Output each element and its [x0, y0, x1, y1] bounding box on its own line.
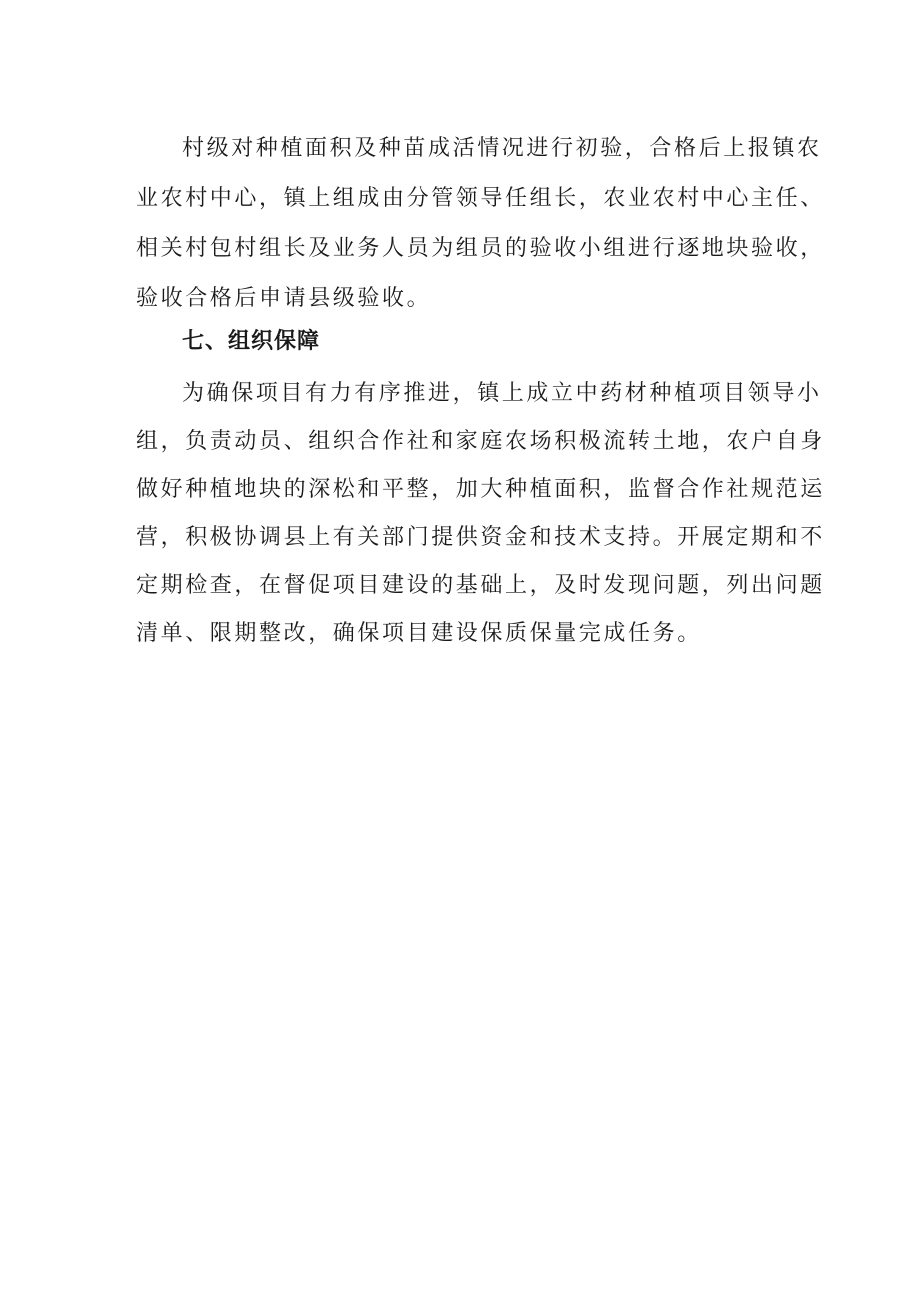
- paragraph-1-line-1: 村级对种植面积及种苗成活情况进行初验，合格后上报镇农: [182, 136, 822, 161]
- paragraph-1-line-2: 业农村中心，镇上组成由分管领导任组长，农业农村中心主任、: [136, 186, 825, 211]
- paragraph-2-line-3: 做好种植地块的深松和平整，加大种植面积，监督合作社规范运: [136, 477, 825, 502]
- paragraph-1-line-3: 相关村包村组长及业务人员为组员的验收小组进行逐地块验收，: [136, 236, 825, 261]
- paragraph-2-line-4: 营，积极协调县上有关部门提供资金和技术支持。开展定期和不: [136, 525, 825, 550]
- section-heading: 七、组织保障: [182, 329, 321, 354]
- paragraph-2-line-1: 为确保项目有力有序推进，镇上成立中药材种植项目领导小: [182, 381, 822, 406]
- paragraph-2-line-6: 清单、限期整改，确保项目建设保质保量完成任务。: [136, 621, 702, 646]
- paragraph-2-line-2: 组，负责动员、组织合作社和家庭农场积极流转土地，农户自身: [136, 429, 825, 454]
- paragraph-1-line-4: 验收合格后申请县级验收。: [136, 286, 432, 311]
- paragraph-2-line-5: 定期检查，在督促项目建设的基础上，及时发现问题，列出问题: [136, 573, 825, 598]
